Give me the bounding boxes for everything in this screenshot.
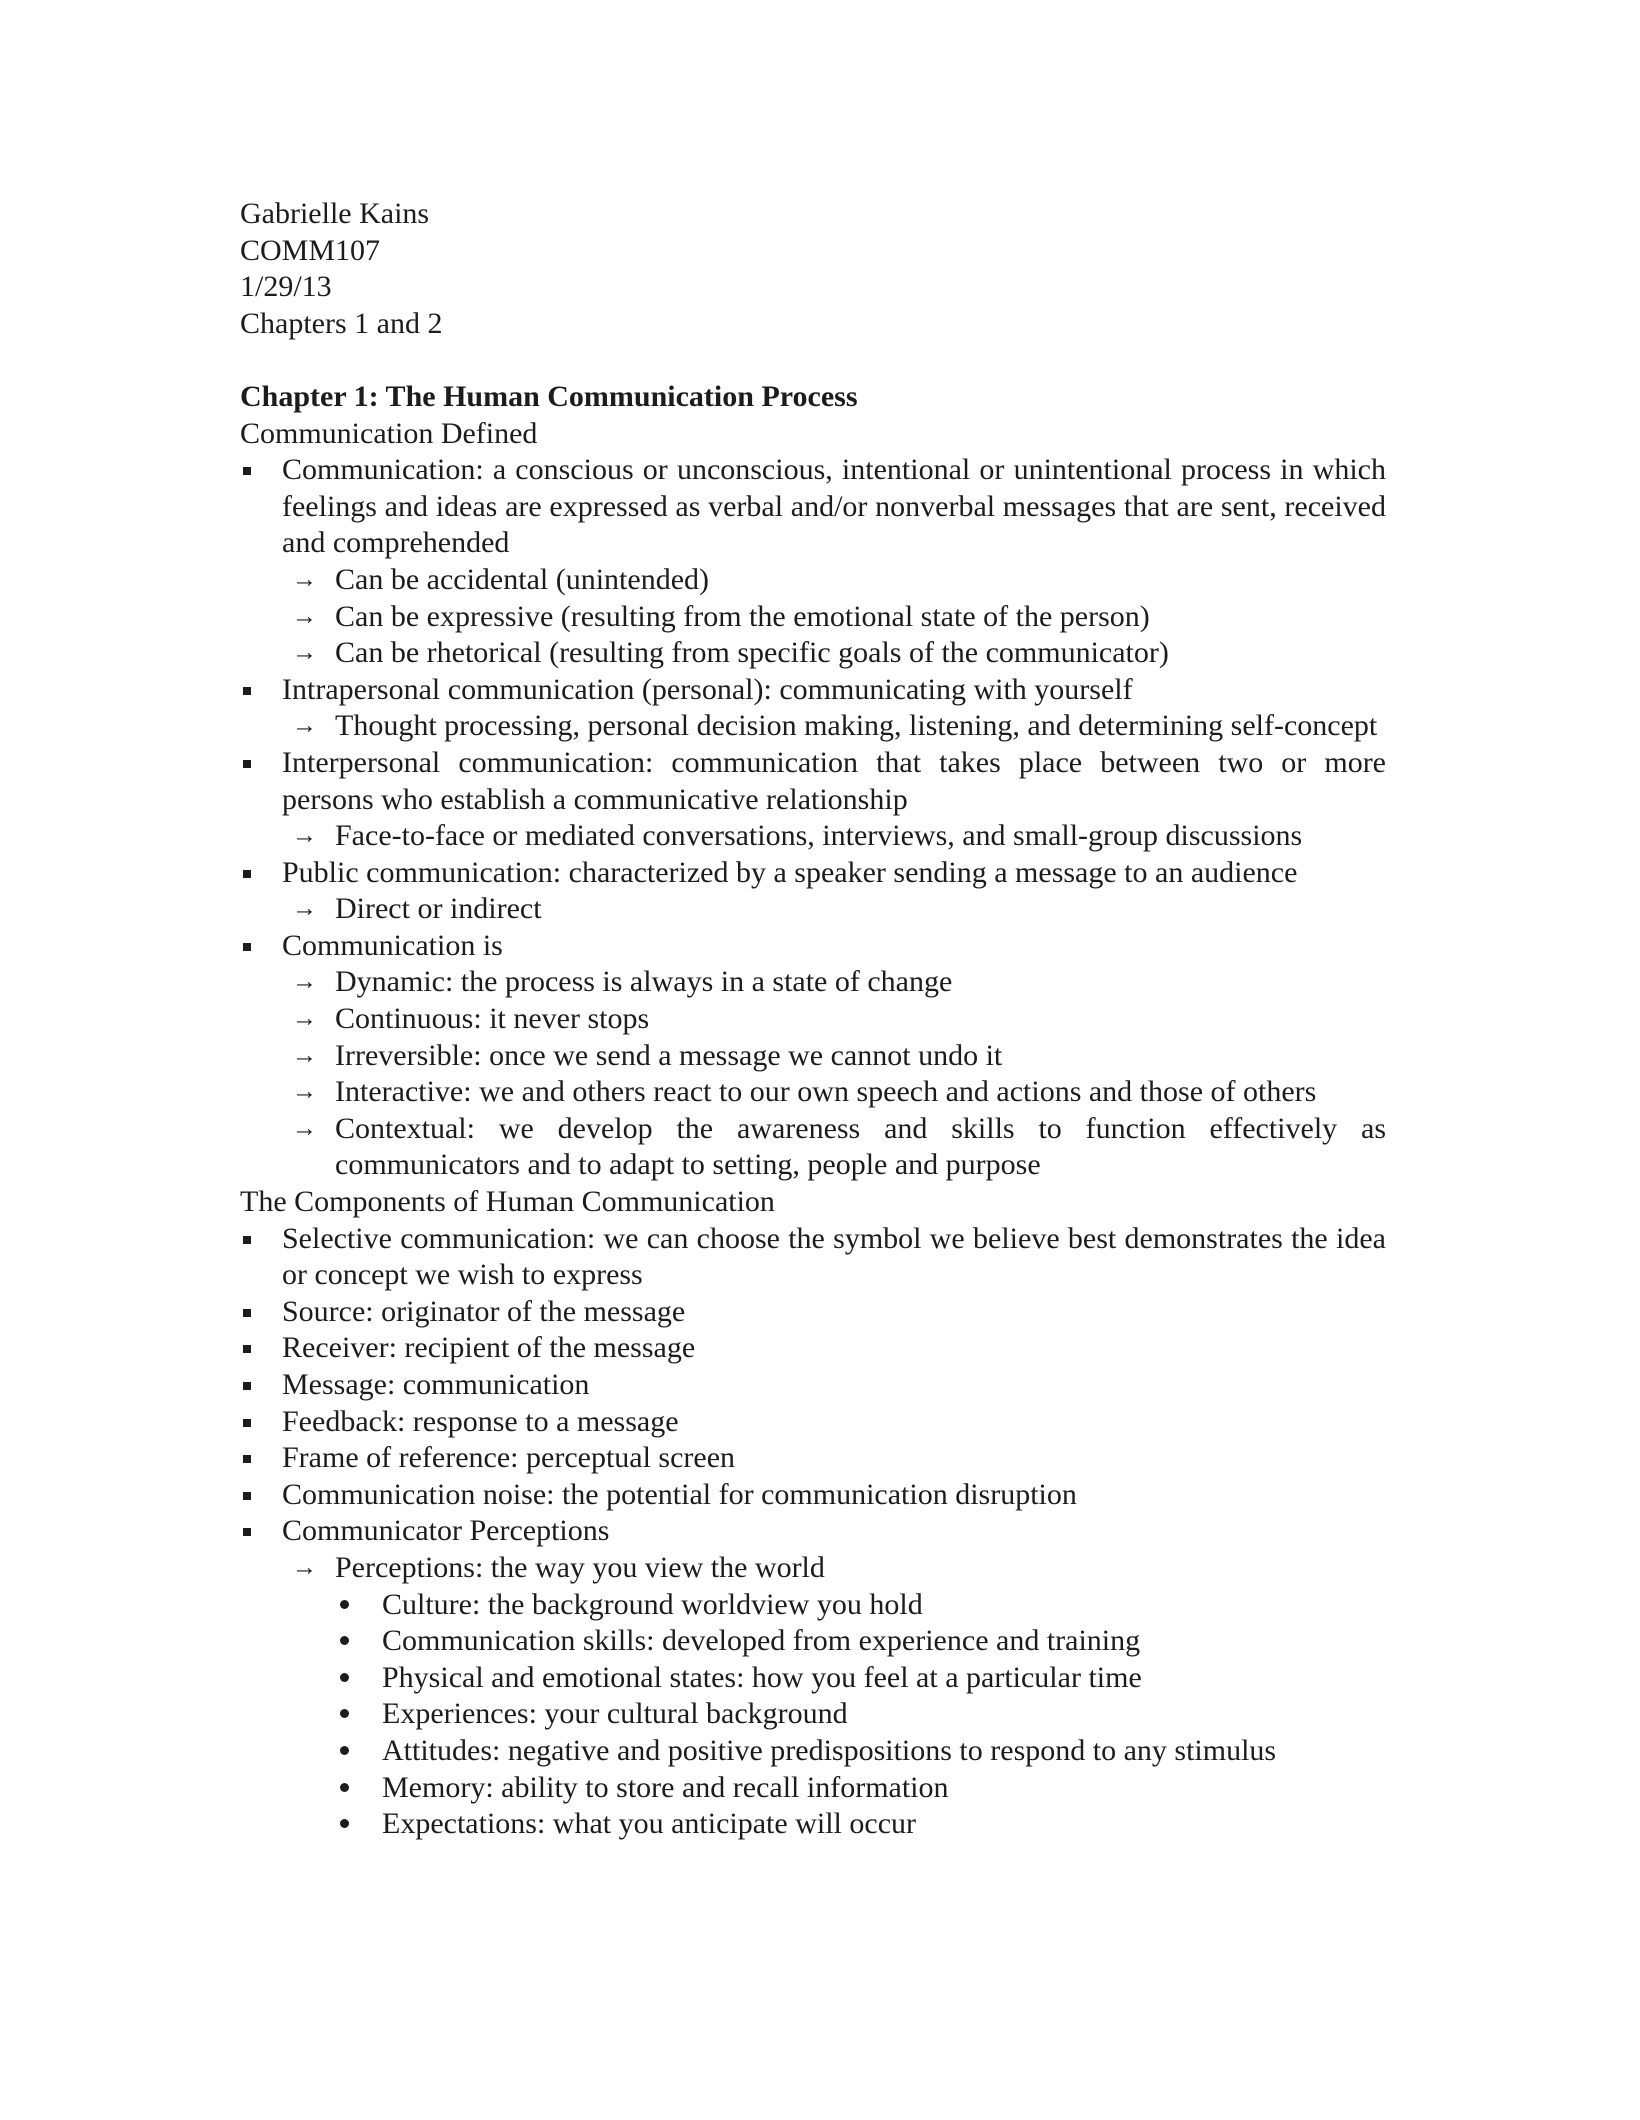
square-bullet-icon	[243, 1455, 251, 1463]
document-date: 1/29/13	[240, 270, 332, 304]
round-bullet-icon	[340, 1673, 349, 1682]
list-item-text: Selective communication: we can choose the symbol we believe best demonstrates the idea or concept we wish to express	[282, 1221, 1386, 1292]
nested-item-text: Expectations: what you anticipate will occur	[382, 1807, 916, 1841]
list-item	[240, 1477, 1386, 1514]
document-page	[240, 196, 1386, 1843]
nested-list-item	[240, 1733, 1386, 1770]
square-bullet-icon	[243, 870, 251, 878]
list-item-text: Source: originator of the message	[282, 1294, 686, 1328]
author-name: Gabrielle Kains	[240, 197, 430, 230]
list-item-text: Communication: a conscious or unconscious, intentional or unintentional process in which feelings and ideas are expressed as verbal and/or nonverbal messages that are sent, received and comprehended	[282, 453, 1386, 560]
list-item-text: Receiver: recipient of the message	[282, 1331, 696, 1365]
list-item	[240, 1440, 1386, 1477]
list-item	[240, 855, 1386, 892]
round-bullet-icon	[340, 1709, 349, 1718]
list-item	[240, 1367, 1386, 1404]
right-arrow-icon: →	[292, 712, 317, 740]
sub-list-item	[240, 818, 1386, 855]
sub-list-item	[240, 891, 1386, 928]
list-item-text: Feedback: response to a message	[282, 1404, 679, 1438]
right-arrow-icon: →	[292, 639, 317, 667]
square-bullet-icon	[243, 467, 251, 475]
sub-list-item	[240, 1550, 1386, 1587]
course-code: COMM107	[240, 233, 381, 267]
list-item-text: Frame of reference: perceptual screen	[282, 1441, 736, 1475]
chapter-title: Chapter 1: The Human Communication Process	[240, 379, 858, 413]
list-item-text: Communication is	[282, 928, 503, 962]
list-item-text: Public communication: characterized by a speaker sending a message to an audience	[282, 855, 1298, 889]
sub-item-text: Thought processing, personal decision making, listening, and determining self-concept	[335, 709, 1378, 743]
nested-list-item	[240, 1770, 1386, 1807]
sub-list-item	[240, 599, 1386, 636]
sub-list-item	[240, 708, 1386, 745]
nested-list-item	[240, 1660, 1386, 1697]
sub-list-item	[240, 1001, 1386, 1038]
list-item	[240, 1221, 1386, 1294]
list-item	[240, 1294, 1386, 1331]
square-bullet-icon	[243, 1345, 251, 1353]
list-item	[240, 1330, 1386, 1367]
list-item	[240, 672, 1386, 709]
right-arrow-icon: →	[292, 1553, 317, 1581]
nested-list-item	[240, 1806, 1386, 1843]
right-arrow-icon: →	[292, 1005, 317, 1033]
sub-item-text: Contextual: we develop the awareness and skills to function effectively as communicators and to adapt to setting, people and purpose	[335, 1111, 1386, 1182]
sub-list-item	[240, 1074, 1386, 1111]
section-heading: The Components of Human Communication	[240, 1185, 775, 1219]
list-item-text: Interpersonal communication: communication that takes place between two or more persons who establish a communicative relationship	[282, 745, 1386, 816]
components-list	[240, 1221, 1386, 1843]
right-arrow-icon: →	[292, 602, 317, 630]
sub-item-text: Irreversible: once we send a message we cannot undo it	[335, 1038, 1003, 1072]
list-item	[240, 1404, 1386, 1441]
square-bullet-icon	[243, 1309, 251, 1317]
sub-item-text: Can be rhetorical (resulting from specific goals of the communicator)	[335, 636, 1169, 670]
square-bullet-icon	[243, 687, 251, 695]
nested-item-text: Memory: ability to store and recall information	[382, 1770, 949, 1804]
sub-item-text: Direct or indirect	[335, 892, 542, 926]
sub-list-item	[240, 562, 1386, 599]
sub-item-text: Interactive: we and others react to our own speech and actions and those of others	[335, 1075, 1317, 1109]
nested-list-item	[240, 1623, 1386, 1660]
right-arrow-icon: →	[292, 1114, 317, 1142]
square-bullet-icon	[243, 1236, 251, 1244]
right-arrow-icon: →	[292, 1041, 317, 1069]
sub-item-text: Face-to-face or mediated conversations, interviews, and small-group discussions	[335, 819, 1303, 853]
list-item-text: Intrapersonal communication (personal): communicating with yourself	[282, 672, 1133, 706]
list-item-text: Message: communication	[282, 1368, 590, 1401]
sub-list-item	[240, 964, 1386, 1001]
list-item-text: Communicator Perceptions	[282, 1514, 610, 1548]
right-arrow-icon: →	[292, 822, 317, 850]
square-bullet-icon	[243, 1528, 251, 1536]
round-bullet-icon	[340, 1783, 349, 1792]
nested-item-text: Attitudes: negative and positive predispositions to respond to any stimulus	[382, 1733, 1277, 1767]
right-arrow-icon: →	[292, 895, 317, 923]
square-bullet-icon	[243, 1382, 251, 1390]
square-bullet-icon	[243, 1419, 251, 1427]
list-item	[240, 745, 1386, 818]
nested-item-text: Culture: the background worldview you hold	[382, 1587, 923, 1621]
round-bullet-icon	[340, 1600, 349, 1609]
section-heading: Communication Defined	[240, 416, 538, 450]
right-arrow-icon: →	[292, 968, 317, 996]
right-arrow-icon: →	[292, 565, 317, 593]
list-item	[240, 928, 1386, 965]
right-arrow-icon: →	[292, 1078, 317, 1106]
sub-item-text: Perceptions: the way you view the world	[335, 1550, 825, 1584]
square-bullet-icon	[243, 1492, 251, 1500]
square-bullet-icon	[243, 760, 251, 768]
list-item-text: Communication noise: the potential for communication disruption	[282, 1477, 1077, 1511]
nested-item-text: Communication skills: developed from experience and training	[382, 1624, 1141, 1658]
sub-item-text: Can be expressive (resulting from the emotional state of the person)	[335, 599, 1150, 633]
round-bullet-icon	[340, 1819, 349, 1828]
sub-item-text: Continuous: it never stops	[335, 1002, 650, 1036]
list-item	[240, 452, 1386, 562]
nested-list-item	[240, 1696, 1386, 1733]
sub-list-item	[240, 1038, 1386, 1075]
list-item	[240, 1513, 1386, 1550]
nested-item-text: Experiences: your cultural background	[382, 1697, 848, 1731]
sub-item-text: Dynamic: the process is always in a state of change	[335, 965, 953, 999]
round-bullet-icon	[340, 1746, 349, 1755]
sub-item-text: Can be accidental (unintended)	[335, 562, 710, 596]
spacer	[240, 342, 1386, 379]
square-bullet-icon	[243, 943, 251, 951]
sub-list-item	[240, 1111, 1386, 1184]
nested-item-text: Physical and emotional states: how you feel at a particular time	[382, 1660, 1142, 1694]
sub-list-item	[240, 635, 1386, 672]
definition-list	[240, 452, 1386, 1184]
chapters-label: Chapters 1 and 2	[240, 306, 443, 340]
nested-list-item	[240, 1587, 1386, 1624]
round-bullet-icon	[340, 1636, 349, 1645]
